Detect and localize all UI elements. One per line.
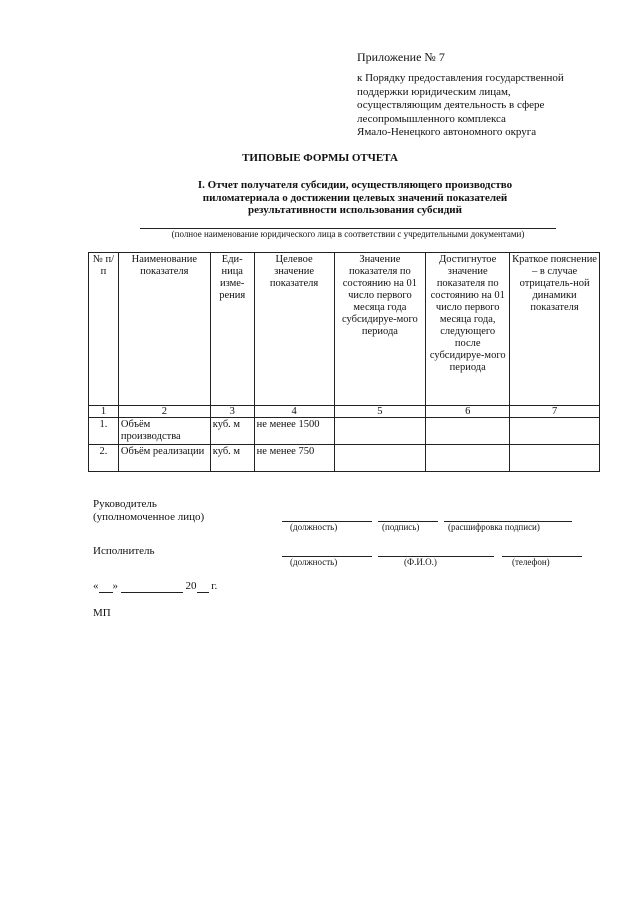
table-header-cell: Достигнутое значение показателя по состоянию на 01 число первого месяца года, следующего после субсидируе-мого периода	[426, 253, 510, 406]
achieved-value-cell[interactable]	[426, 445, 510, 472]
table-header-cell: № п/п	[89, 253, 119, 406]
date-close-quote: »	[112, 580, 118, 592]
table-row	[89, 418, 600, 445]
target-value-cell: не менее 750	[254, 445, 334, 472]
appendix-reference-line: лесопромышленного комплекса	[357, 112, 506, 125]
appendix-reference-line: Ямало-Ненецкого автономного округа	[357, 126, 537, 138]
column-number: 7	[510, 406, 600, 418]
stamp-placeholder: МП	[93, 607, 111, 619]
column-number: 3	[210, 406, 254, 418]
executor-name-caption: (Ф.И.О.)	[404, 557, 437, 567]
table-row	[89, 445, 600, 472]
appendix-reference-line: к Порядку предоставления государственной	[357, 72, 564, 84]
table-header-cell: Целевое значение показателя	[254, 253, 334, 406]
column-number: 5	[334, 406, 426, 418]
head-label: Руководитель	[93, 498, 157, 510]
report-title-line: I. Отчет получателя субсидии, осуществляющего производство	[197, 179, 513, 191]
appendix-title: Приложение № 7	[357, 50, 445, 64]
report-table	[88, 252, 600, 472]
table-header-cell: Значение показателя по состоянию на 01 число первого месяца года субсидируе-мого периода	[334, 253, 426, 406]
explanation-cell[interactable]	[510, 445, 600, 472]
date-year-prefix: 20	[185, 580, 197, 592]
report-title	[160, 179, 550, 217]
date-year-suffix: г.	[211, 580, 218, 592]
table-column-numbers-row	[89, 406, 600, 418]
report-title-line: результативности использования субсидий	[248, 204, 462, 216]
executor-phone-caption: (телефон)	[512, 557, 550, 567]
executor-position-caption: (должность)	[290, 557, 338, 567]
table-header-cell: Еди-ница изме-рения	[210, 253, 254, 406]
head-name-caption: (расшифровка подписи)	[448, 522, 540, 532]
column-number: 4	[254, 406, 334, 418]
column-number: 2	[118, 406, 210, 418]
appendix-reference	[357, 72, 617, 140]
column-number: 1	[89, 406, 119, 418]
row-number: 1.	[89, 418, 119, 445]
table-header-cell: Краткое пояснение – в случае отрицатель-ной динамики показателя	[510, 253, 600, 406]
row-number: 2.	[89, 445, 119, 472]
entity-name-caption: (полное наименование юридического лица в соответствии с учредительными документами)	[171, 229, 525, 239]
executor-label: Исполнитель	[93, 545, 155, 557]
column-number: 6	[426, 406, 510, 418]
head-signature-caption: (подпись)	[382, 522, 420, 532]
date-day-field[interactable]	[99, 580, 113, 593]
appendix-reference-line: поддержки юридическим лицам,	[357, 85, 511, 98]
start-value-cell[interactable]	[334, 445, 426, 472]
head-sublabel: (уполномоченное лицо)	[93, 511, 205, 523]
target-value-cell: не менее 1500	[254, 418, 334, 445]
indicator-name: Объём производства	[118, 418, 210, 445]
indicator-name: Объём реализации	[118, 445, 210, 472]
date-line	[93, 580, 217, 593]
unit-cell: куб. м	[210, 418, 254, 445]
head-position-caption: (должность)	[290, 522, 338, 532]
table-header-row	[89, 253, 600, 406]
forms-title: ТИПОВЫЕ ФОРМЫ ОТЧЕТА	[242, 152, 398, 164]
start-value-cell[interactable]	[334, 418, 426, 445]
date-month-field[interactable]	[121, 580, 183, 593]
table-header-cell: Наименование показателя	[118, 253, 210, 406]
report-title-line: пиломатериала о достижении целевых значений показателей	[202, 191, 508, 204]
unit-cell: куб. м	[210, 445, 254, 472]
achieved-value-cell[interactable]	[426, 418, 510, 445]
date-open-quote: «	[93, 580, 99, 592]
explanation-cell[interactable]	[510, 418, 600, 445]
appendix-reference-line: осуществляющим деятельность в сфере	[357, 99, 545, 111]
date-year-field[interactable]	[197, 580, 209, 593]
